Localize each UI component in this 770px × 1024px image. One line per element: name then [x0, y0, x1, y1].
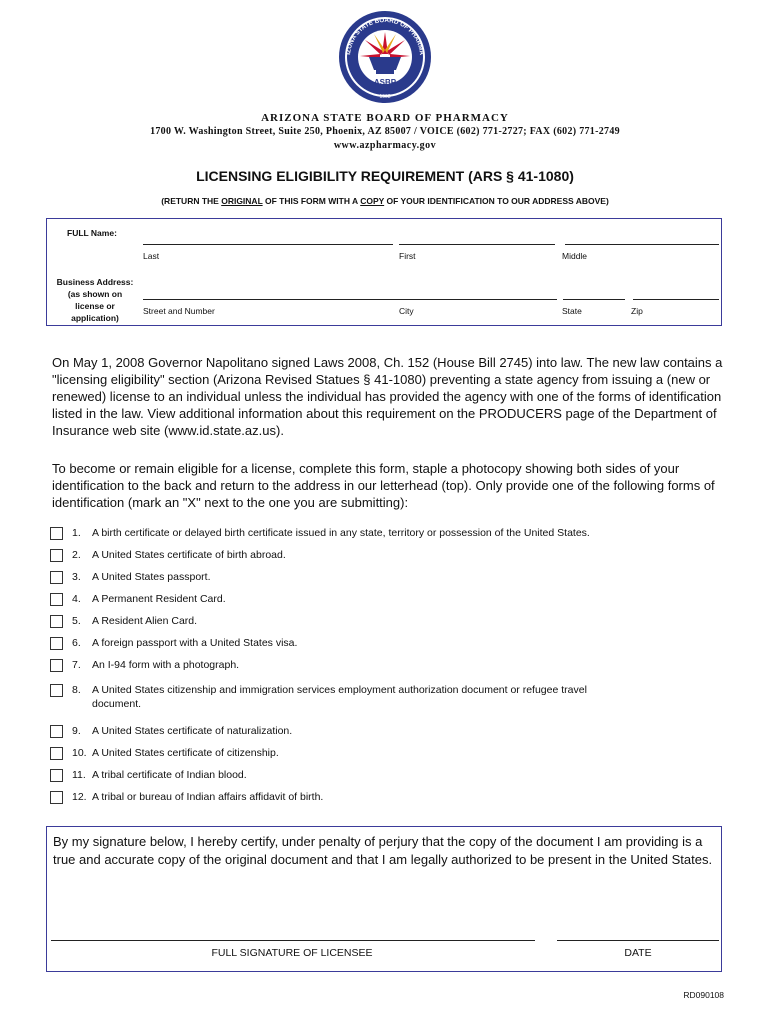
street-label: Street and Number: [143, 306, 215, 316]
city-label: City: [399, 306, 414, 316]
last-label: Last: [143, 251, 160, 261]
checkbox[interactable]: [50, 725, 63, 738]
id-option-11: 11. A tribal certificate of Indian blood.: [50, 768, 740, 786]
certification-text: By my signature below, I hereby certify, under penalty of perjury that the copy of the document I am providing is a true and accurate copy of the original document and that I am legally authorized to be present in the United States.: [53, 834, 713, 867]
zip-field[interactable]: [633, 299, 719, 300]
org-name: ARIZONA STATE BOARD OF PHARMACY: [261, 112, 509, 124]
board-seal-logo: [338, 10, 432, 104]
form-code: RD090108: [683, 990, 724, 1000]
checkbox[interactable]: [50, 527, 63, 540]
id-option-3: 3. A United States passport.: [50, 570, 740, 588]
id-option-12: 12. A tribal or bureau of Indian affairs affidavit of birth.: [50, 790, 740, 808]
last-name-field[interactable]: [143, 244, 393, 245]
checkbox[interactable]: [50, 791, 63, 804]
city-field[interactable]: [399, 299, 557, 300]
page-title: LICENSING ELIGIBILITY REQUIREMENT (ARS § 41-1080): [196, 168, 574, 184]
id-option-1: 1. A birth certificate or delayed birth certificate issued in any state, territory or possession of the United States.: [50, 526, 740, 544]
checkbox[interactable]: [50, 769, 63, 782]
name-address-box: [46, 218, 722, 326]
intro-paragraph: On May 1, 2008 Governor Napolitano signed Laws 2008, Ch. 152 (House Bill 2745) into law. The new law contains a "licensing eligibility" section (Arizona Revised Statues § 41-1080) preventing a state agency from issuing a (new or renewed) license to an individual unless the individual has provided the agency with one of the forms of identification listed in the law. View additional information about this requirement on the PRODUCERS page of the Department of Insurance web site (www.id.state.az.us).: [52, 355, 723, 438]
business-address-label: Business Address: (as shown on license or application): [56, 277, 134, 323]
seal-year: 1903: [379, 94, 391, 100]
state-field[interactable]: [563, 299, 625, 300]
checkbox[interactable]: [50, 747, 63, 760]
id-option-10: 10. A United States certificate of citizenship.: [50, 746, 740, 764]
seal-ring-text: IZONA STATE BOARD OF PHARMA: [345, 16, 425, 56]
date-label: DATE: [624, 947, 652, 959]
id-option-5: 5. A Resident Alien Card.: [50, 614, 740, 632]
checkbox[interactable]: [50, 615, 63, 628]
first-label: First: [399, 251, 416, 261]
id-option-2: 2. A United States certificate of birth abroad.: [50, 548, 740, 566]
id-option-4: 4. A Permanent Resident Card.: [50, 592, 740, 610]
checkbox[interactable]: [50, 549, 63, 562]
copy-emphasis: COPY: [360, 196, 385, 206]
org-website[interactable]: www.azpharmacy.gov: [333, 140, 437, 151]
full-name-label: FULL Name:: [67, 228, 117, 238]
id-option-7: 7. An I-94 form with a photograph.: [50, 658, 740, 676]
id-option-8: 8. A United States citizenship and immigration services employment authorization document or refugee travel document.: [50, 683, 740, 715]
checkbox[interactable]: [50, 684, 63, 697]
instructions-paragraph: To become or remain eligible for a license, complete this form, staple a photocopy showing both sides of your identification to the back and return to the address in our letterhead (top). Only provide one of the following forms of identification (mark an "X" next to the one you are submitting):: [52, 461, 715, 510]
checkbox[interactable]: [50, 593, 63, 606]
id-option-6: 6. A foreign passport with a United States visa.: [50, 636, 740, 654]
middle-name-field[interactable]: [565, 244, 719, 245]
first-name-field[interactable]: [399, 244, 555, 245]
signature-label: FULL SIGNATURE OF LICENSEE: [211, 947, 373, 959]
zip-label: Zip: [631, 306, 643, 316]
checkbox[interactable]: [50, 659, 63, 672]
form-instructions: (RETURN THE ORIGINAL OF THIS FORM WITH A COPY OF YOUR IDENTIFICATION TO OUR ADDRESS ABOVE): [161, 196, 609, 206]
seal-abbreviation: ASBP: [373, 78, 397, 87]
checkbox[interactable]: [50, 571, 63, 584]
middle-label: Middle: [562, 251, 588, 261]
original-emphasis: ORIGINAL: [221, 196, 263, 206]
org-address: 1700 W. Washington Street, Suite 250, Phoenix, AZ 85007 / VOICE (602) 771-2727; FAX (602) 771-2749: [150, 126, 620, 137]
checkbox[interactable]: [50, 637, 63, 650]
id-option-9: 9. A United States certificate of naturalization.: [50, 724, 740, 742]
date-field[interactable]: [557, 940, 719, 941]
signature-field[interactable]: [51, 940, 535, 941]
state-label: State: [562, 306, 582, 316]
certification-box: [46, 826, 722, 972]
